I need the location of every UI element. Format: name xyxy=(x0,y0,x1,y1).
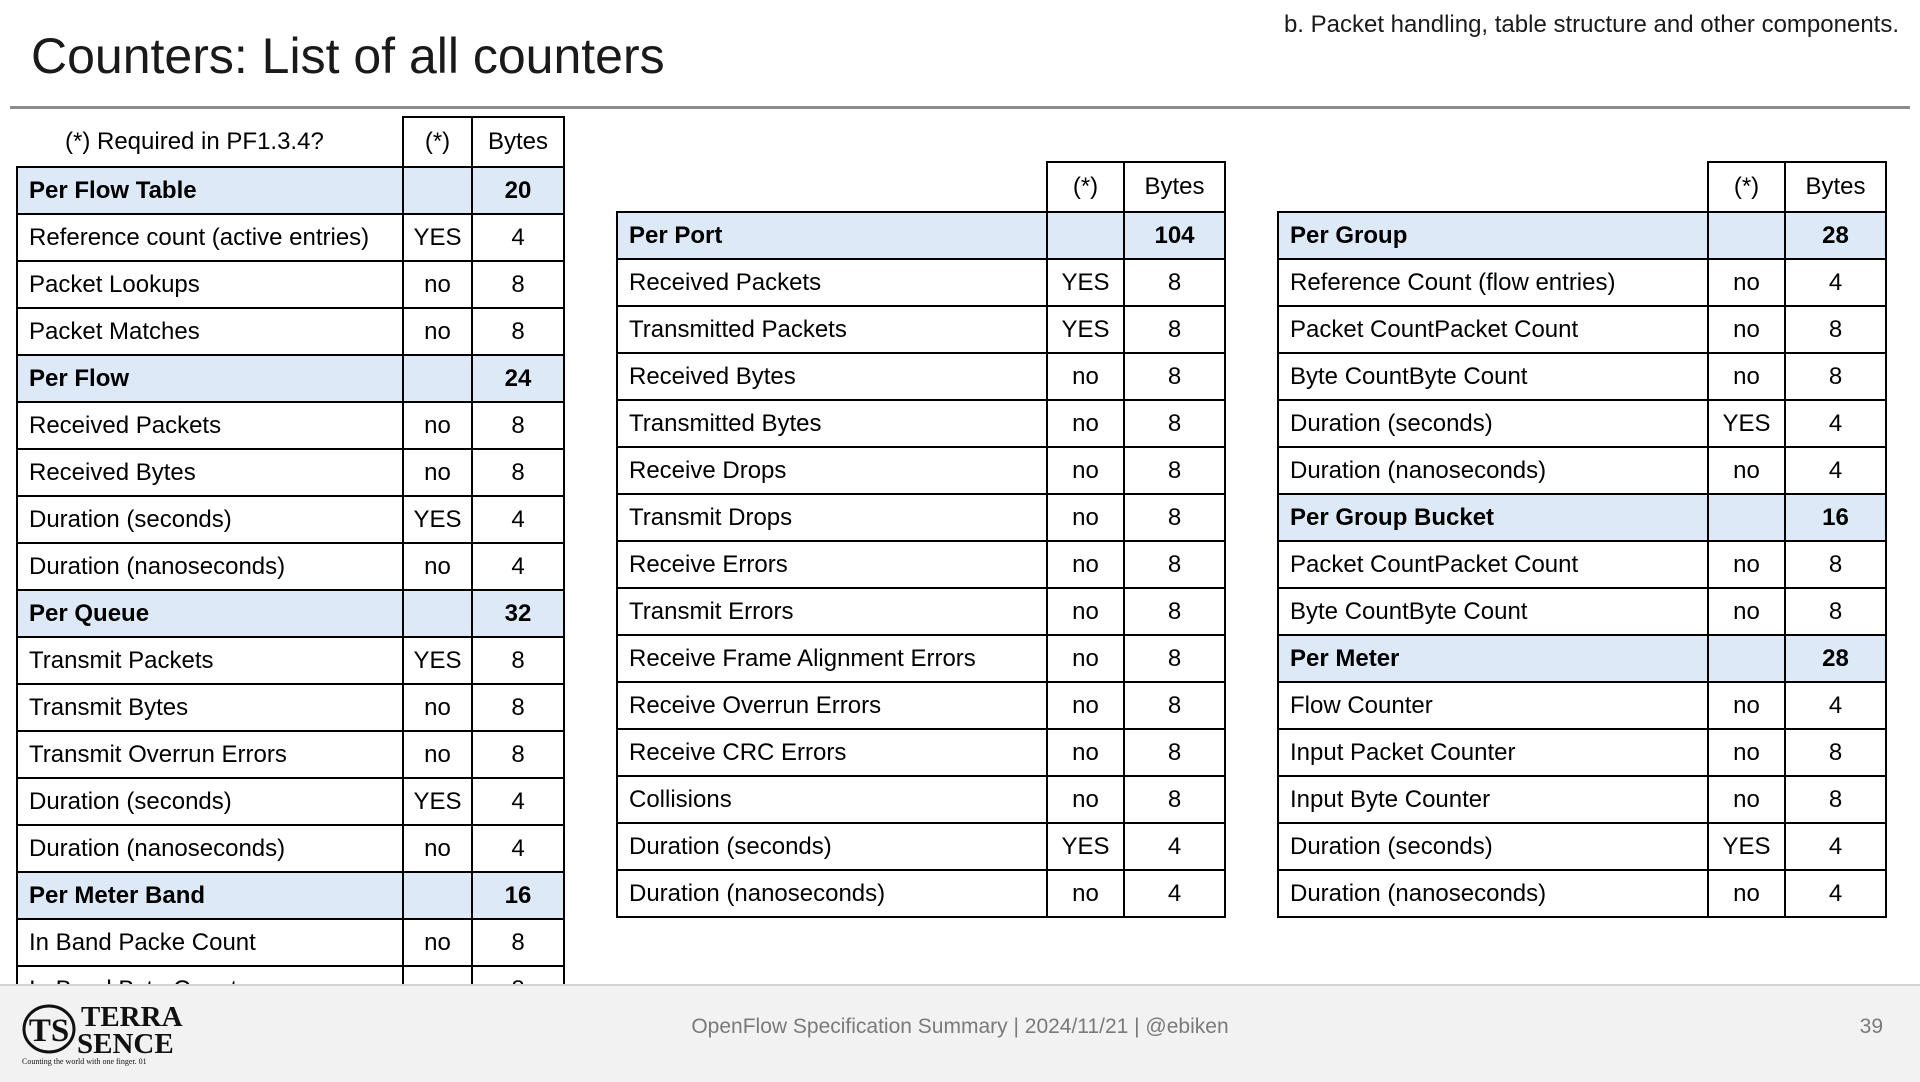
required-cell: YES xyxy=(403,214,472,261)
bytes-cell: 8 xyxy=(1124,306,1225,353)
table-row xyxy=(17,684,564,731)
table-row xyxy=(617,306,1225,353)
table-row xyxy=(1278,541,1886,588)
counter-name-cell: Receive Drops xyxy=(617,447,1047,494)
table-row xyxy=(617,682,1225,729)
bytes-cell: 8 xyxy=(1785,306,1886,353)
bytes-cell: 8 xyxy=(1124,776,1225,823)
bytes-cell: 20 xyxy=(472,167,564,214)
table-row xyxy=(17,308,564,355)
counter-name-cell: Received Bytes xyxy=(17,449,403,496)
counter-name-cell: Input Byte Counter xyxy=(1278,776,1708,823)
counter-name-cell: Receive Frame Alignment Errors xyxy=(617,635,1047,682)
bytes-cell: 4 xyxy=(472,214,564,261)
counter-name-cell: Per Group Bucket xyxy=(1278,494,1708,541)
counter-name-cell: Per Flow xyxy=(17,355,403,402)
bytes-cell: 8 xyxy=(472,308,564,355)
counter-name-cell: Transmit Overrun Errors xyxy=(17,731,403,778)
svg-text:SENCE: SENCE xyxy=(77,1028,174,1060)
required-cell: no xyxy=(1708,306,1785,353)
required-cell: YES xyxy=(403,496,472,543)
counter-name-cell: Duration (nanoseconds) xyxy=(617,870,1047,917)
counters-table-port xyxy=(616,161,1226,918)
counter-name-cell: Per Port xyxy=(617,212,1047,259)
counter-name-cell: Received Bytes xyxy=(617,353,1047,400)
counter-name-cell: Receive Errors xyxy=(617,541,1047,588)
required-cell: no xyxy=(1047,494,1124,541)
table-body xyxy=(617,212,1225,917)
bytes-cell: 8 xyxy=(1124,729,1225,776)
table-row xyxy=(17,825,564,872)
bytes-cell: 8 xyxy=(1124,541,1225,588)
table-row xyxy=(17,543,564,590)
bytes-cell: 32 xyxy=(472,590,564,637)
counters-table-left xyxy=(16,116,565,1014)
required-cell: no xyxy=(1047,588,1124,635)
required-cell: no xyxy=(403,825,472,872)
counter-name-cell: Per Queue xyxy=(17,590,403,637)
bytes-cell: 8 xyxy=(472,731,564,778)
bytes-cell: 8 xyxy=(1124,494,1225,541)
section-row xyxy=(17,590,564,637)
svg-text:TS: TS xyxy=(28,1013,70,1049)
required-note: (*) Required in PF1.3.4? xyxy=(65,127,324,155)
table-row xyxy=(17,919,564,966)
required-cell: no xyxy=(1708,870,1785,917)
counter-name-cell: Transmit Drops xyxy=(617,494,1047,541)
required-cell: no xyxy=(1047,682,1124,729)
section-row xyxy=(1278,212,1886,259)
bytes-cell: 8 xyxy=(472,402,564,449)
section-row xyxy=(17,355,564,402)
bytes-cell: 8 xyxy=(1785,776,1886,823)
bytes-cell: 4 xyxy=(1785,870,1886,917)
required-cell: no xyxy=(1047,776,1124,823)
counter-name-cell: Duration (nanoseconds) xyxy=(1278,447,1708,494)
bytes-cell: 8 xyxy=(1124,447,1225,494)
counter-name-cell: Packet Matches xyxy=(17,308,403,355)
counter-name-cell: Per Meter xyxy=(1278,635,1708,682)
table-row xyxy=(17,214,564,261)
required-cell: YES xyxy=(1047,823,1124,870)
bytes-cell: 8 xyxy=(1785,353,1886,400)
counter-name-cell: Received Packets xyxy=(617,259,1047,306)
required-cell: no xyxy=(1708,729,1785,776)
bytes-cell: 8 xyxy=(1124,588,1225,635)
counter-name-cell: Per Group xyxy=(1278,212,1708,259)
table-header-row xyxy=(617,162,1225,212)
table-row xyxy=(17,731,564,778)
counter-name-cell: Per Flow Table xyxy=(17,167,403,214)
table-row xyxy=(617,353,1225,400)
table-row xyxy=(617,541,1225,588)
bytes-cell: 16 xyxy=(1785,494,1886,541)
bytes-cell: 24 xyxy=(472,355,564,402)
bytes-cell: 4 xyxy=(472,543,564,590)
counter-name-cell: Duration (seconds) xyxy=(17,778,403,825)
bytes-cell: 4 xyxy=(1785,823,1886,870)
required-cell: no xyxy=(1708,447,1785,494)
bytes-cell: 4 xyxy=(1785,259,1886,306)
table-row xyxy=(17,778,564,825)
counter-name-cell: Byte CountByte Count xyxy=(1278,588,1708,635)
required-cell: no xyxy=(403,684,472,731)
counter-name-cell: In Band Packe Count xyxy=(17,919,403,966)
bytes-cell: 4 xyxy=(472,496,564,543)
page-subtitle: b. Packet handling, table structure and other components. xyxy=(1283,11,1899,38)
required-cell: no xyxy=(403,543,472,590)
counter-name-cell: Duration (seconds) xyxy=(1278,400,1708,447)
table-row xyxy=(1278,729,1886,776)
bytes-cell: 8 xyxy=(1124,353,1225,400)
counter-name-cell: Duration (nanoseconds) xyxy=(1278,870,1708,917)
required-cell xyxy=(403,355,472,402)
required-column-header: (*) xyxy=(1047,162,1124,212)
svg-text:TERRA: TERRA xyxy=(81,1001,183,1033)
table-row xyxy=(1278,682,1886,729)
required-cell xyxy=(1708,635,1785,682)
required-cell xyxy=(403,872,472,919)
section-row xyxy=(1278,635,1886,682)
bytes-cell: 4 xyxy=(472,825,564,872)
required-cell xyxy=(1708,212,1785,259)
bytes-cell: 8 xyxy=(472,684,564,731)
required-cell xyxy=(403,590,472,637)
table-row xyxy=(1278,306,1886,353)
counter-name-cell: Packet CountPacket Count xyxy=(1278,541,1708,588)
counter-name-cell: Flow Counter xyxy=(1278,682,1708,729)
table-row xyxy=(1278,776,1886,823)
required-cell: no xyxy=(403,402,472,449)
section-row xyxy=(17,167,564,214)
required-cell: YES xyxy=(1708,823,1785,870)
required-cell: no xyxy=(1047,447,1124,494)
bytes-cell: 8 xyxy=(1124,400,1225,447)
required-cell: YES xyxy=(1047,259,1124,306)
section-row xyxy=(1278,494,1886,541)
counter-name-cell: Transmitted Bytes xyxy=(617,400,1047,447)
table-row xyxy=(1278,870,1886,917)
bytes-cell: 28 xyxy=(1785,635,1886,682)
table-row xyxy=(1278,447,1886,494)
bytes-cell: 8 xyxy=(1785,541,1886,588)
table-row xyxy=(617,870,1225,917)
counter-name-cell: Packet CountPacket Count xyxy=(1278,306,1708,353)
bytes-column-header: Bytes xyxy=(472,117,564,167)
required-cell: no xyxy=(403,449,472,496)
table-row xyxy=(617,259,1225,306)
bytes-cell: 4 xyxy=(1785,682,1886,729)
table-row xyxy=(17,402,564,449)
table-header-row xyxy=(1278,162,1886,212)
bytes-cell: 8 xyxy=(1785,588,1886,635)
required-cell xyxy=(403,167,472,214)
table-header-row xyxy=(17,117,564,167)
required-cell: no xyxy=(1047,541,1124,588)
counter-name-cell: Per Meter Band xyxy=(17,872,403,919)
required-cell: YES xyxy=(1047,306,1124,353)
page-number: 39 xyxy=(1859,1015,1883,1038)
bytes-cell: 16 xyxy=(472,872,564,919)
required-cell: no xyxy=(403,261,472,308)
counter-name-cell: Transmit Packets xyxy=(17,637,403,684)
counter-name-cell: Transmitted Packets xyxy=(617,306,1047,353)
table-row xyxy=(617,494,1225,541)
required-cell xyxy=(1047,212,1124,259)
bytes-cell: 28 xyxy=(1785,212,1886,259)
table-row xyxy=(1278,259,1886,306)
required-cell: no xyxy=(1708,541,1785,588)
section-row xyxy=(17,872,564,919)
bytes-cell: 8 xyxy=(472,637,564,684)
required-cell: no xyxy=(1047,353,1124,400)
counters-table-group-meter xyxy=(1277,161,1887,918)
footer-text: OpenFlow Specification Summary | 2024/11/21 | @ebiken xyxy=(691,1015,1229,1038)
required-cell: no xyxy=(1047,400,1124,447)
required-cell: YES xyxy=(403,637,472,684)
table-row xyxy=(617,776,1225,823)
bytes-cell: 8 xyxy=(1124,635,1225,682)
counter-name-cell: Received Packets xyxy=(17,402,403,449)
counter-name-cell: Packet Lookups xyxy=(17,261,403,308)
required-cell: no xyxy=(1047,729,1124,776)
table-row xyxy=(617,635,1225,682)
counter-name-cell: Duration (nanoseconds) xyxy=(17,825,403,872)
table-row xyxy=(1278,588,1886,635)
required-cell: no xyxy=(1708,588,1785,635)
counter-name-cell: Duration (seconds) xyxy=(17,496,403,543)
svg-text:Counting the world with one fi: Counting the world with one finger. 01 xyxy=(22,1057,147,1066)
counter-name-cell: Duration (seconds) xyxy=(617,823,1047,870)
required-cell: no xyxy=(1708,776,1785,823)
bytes-cell: 8 xyxy=(1124,259,1225,306)
counter-name-cell: Receive Overrun Errors xyxy=(617,682,1047,729)
required-cell: no xyxy=(403,919,472,966)
table-row xyxy=(17,637,564,684)
required-cell: no xyxy=(1708,682,1785,729)
required-cell: YES xyxy=(403,778,472,825)
required-cell: no xyxy=(403,731,472,778)
counter-name-cell: Reference count (active entries) xyxy=(17,214,403,261)
counter-name-cell: Input Packet Counter xyxy=(1278,729,1708,776)
table-row xyxy=(1278,353,1886,400)
bytes-cell: 8 xyxy=(1124,682,1225,729)
title-divider xyxy=(10,106,1910,109)
counter-name-cell: Byte CountByte Count xyxy=(1278,353,1708,400)
counter-name-cell: Reference Count (flow entries) xyxy=(1278,259,1708,306)
table-row xyxy=(617,400,1225,447)
bytes-cell: 4 xyxy=(1124,870,1225,917)
bytes-cell: 8 xyxy=(1785,729,1886,776)
required-column-header: (*) xyxy=(403,117,472,167)
table-row xyxy=(617,823,1225,870)
bytes-column-header: Bytes xyxy=(1124,162,1225,212)
required-cell: no xyxy=(1047,870,1124,917)
table-row xyxy=(17,261,564,308)
bytes-column-header: Bytes xyxy=(1785,162,1886,212)
table-row xyxy=(1278,400,1886,447)
required-cell: no xyxy=(1708,353,1785,400)
bytes-cell: 4 xyxy=(1785,447,1886,494)
counter-name-cell: Collisions xyxy=(617,776,1047,823)
table-row xyxy=(17,496,564,543)
table-row xyxy=(617,729,1225,776)
table-row xyxy=(17,449,564,496)
page-title: Counters: List of all counters xyxy=(31,28,665,84)
required-column-header: (*) xyxy=(1708,162,1785,212)
bytes-cell: 8 xyxy=(472,919,564,966)
bytes-cell: 4 xyxy=(1124,823,1225,870)
table-row xyxy=(1278,823,1886,870)
table-body xyxy=(17,167,564,1013)
table-body xyxy=(1278,212,1886,917)
counter-name-cell: Duration (seconds) xyxy=(1278,823,1708,870)
required-cell: YES xyxy=(1708,400,1785,447)
bytes-cell: 4 xyxy=(1785,400,1886,447)
table-row xyxy=(617,588,1225,635)
counter-name-cell: Transmit Bytes xyxy=(17,684,403,731)
table-row xyxy=(617,447,1225,494)
required-cell xyxy=(1708,494,1785,541)
section-row xyxy=(617,212,1225,259)
counter-name-cell: Duration (nanoseconds) xyxy=(17,543,403,590)
bytes-cell: 4 xyxy=(472,778,564,825)
required-cell: no xyxy=(1708,259,1785,306)
bytes-cell: 8 xyxy=(472,261,564,308)
required-cell: no xyxy=(1047,635,1124,682)
bytes-cell: 8 xyxy=(472,449,564,496)
counter-name-cell: Transmit Errors xyxy=(617,588,1047,635)
bytes-cell: 104 xyxy=(1124,212,1225,259)
required-cell: no xyxy=(403,308,472,355)
counter-name-cell: Receive CRC Errors xyxy=(617,729,1047,776)
